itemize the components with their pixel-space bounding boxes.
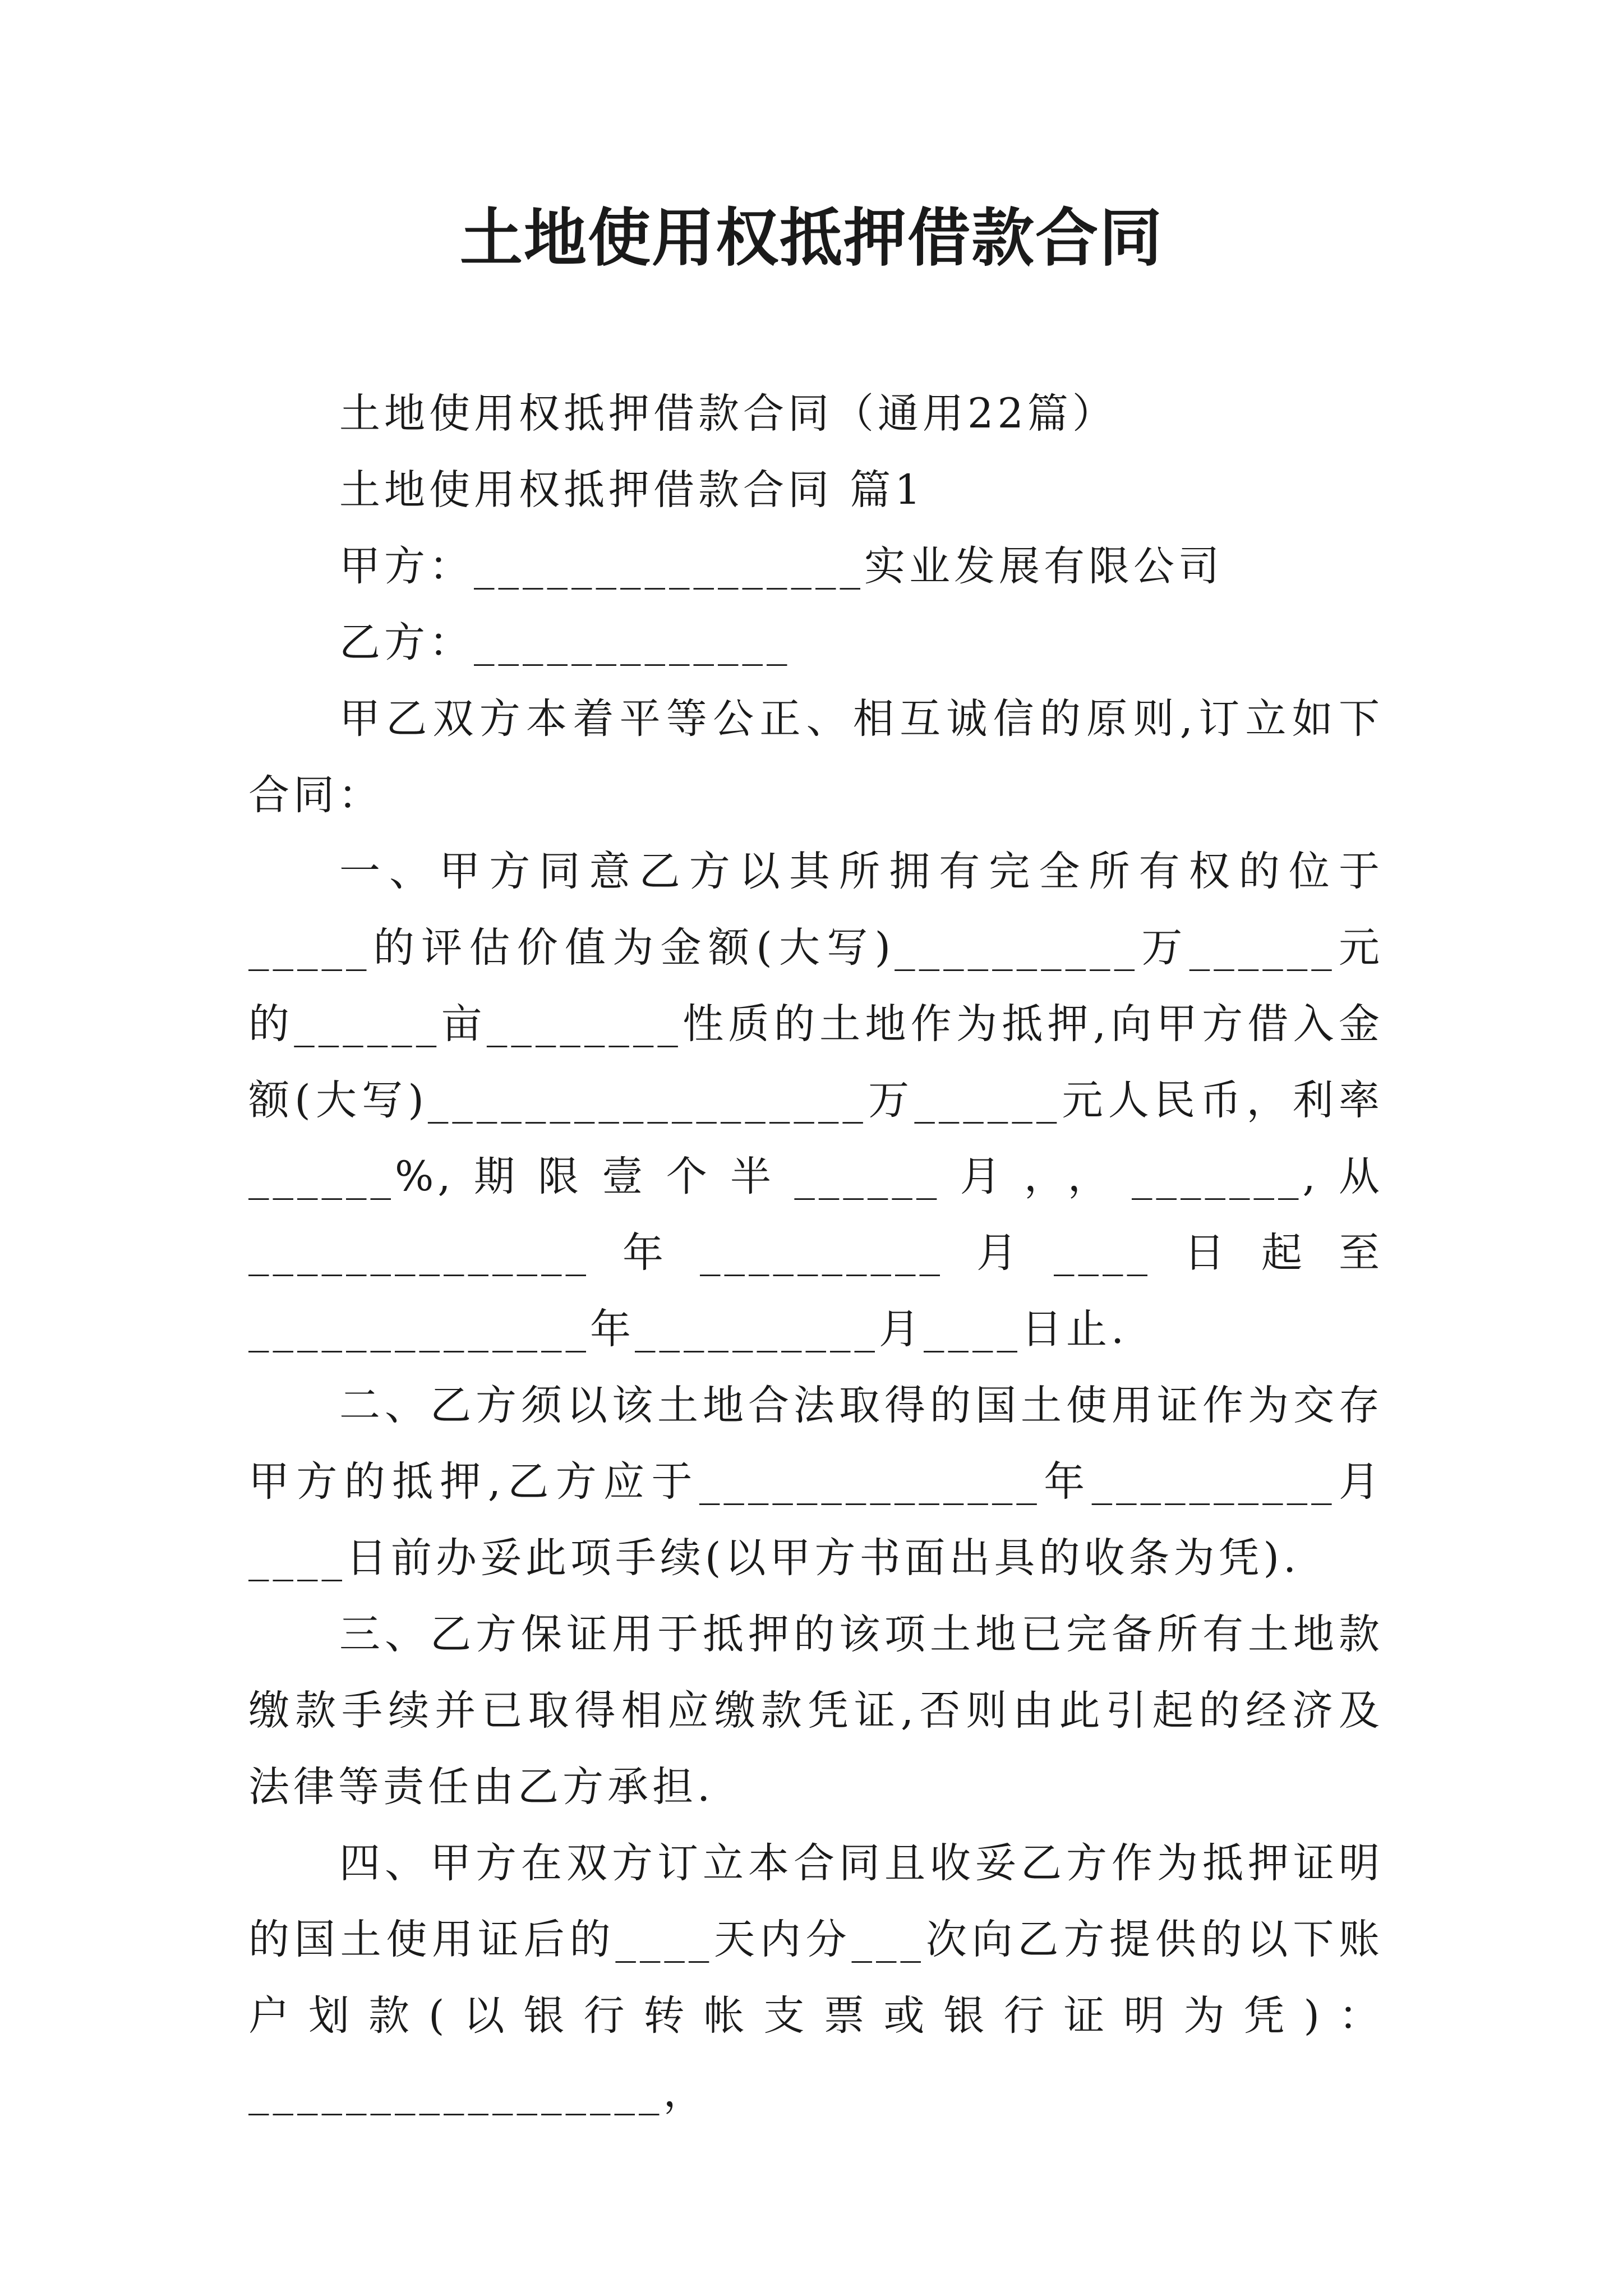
paragraph-party-b: 乙方：_____________ <box>339 619 791 666</box>
paragraph-preamble: 甲乙双方本着平等公正、相互诚信的原则,订立如下合同： <box>248 695 1384 819</box>
paragraph-clause-4: 四、甲方在双方订立本合同且收妥乙方作为抵押证明的国土使用证后的____天内分___次向乙方提供的以下账户划款(以银行转帐支票或银行证明为凭)：_________________， <box>248 1839 1384 2116</box>
paragraph-party-a: 甲方：________________实业发展有限公司 <box>339 542 1223 590</box>
paragraph-clause-2: 二、乙方须以该土地合法取得的国土使用证作为交存甲方的抵押,乙方应于______________年__________月____日前办妥此项手续(以甲方书面出具的收条为凭). <box>248 1382 1384 1582</box>
paragraph-clause-3: 三、乙方保证用于抵押的该项土地已完备所有土地款缴款手续并已取得相应缴款凭证,否则由此引起的经济及法律等责任由乙方承担. <box>248 1611 1384 1811</box>
paragraph-section-heading: 土地使用权抵押借款合同 篇1 <box>339 466 925 514</box>
paragraph-subtitle: 土地使用权抵押借款合同（通用22篇） <box>339 390 1117 438</box>
paragraph-clause-1: 一、甲方同意乙方以其所拥有完全所有权的位于_____的评估价值为金额(大写)__________万______元的______亩________性质的土地作为抵押,向甲方借入金额(大写)__________________万______元人民币，利率______%,期限壹个半______月，，_______,从______________年__________月____日起至______________年__________月____日止. <box>248 848 1384 1353</box>
document-body <box>248 376 1384 2131</box>
document-title: 土地使用权抵押借款合同 <box>460 201 1163 275</box>
